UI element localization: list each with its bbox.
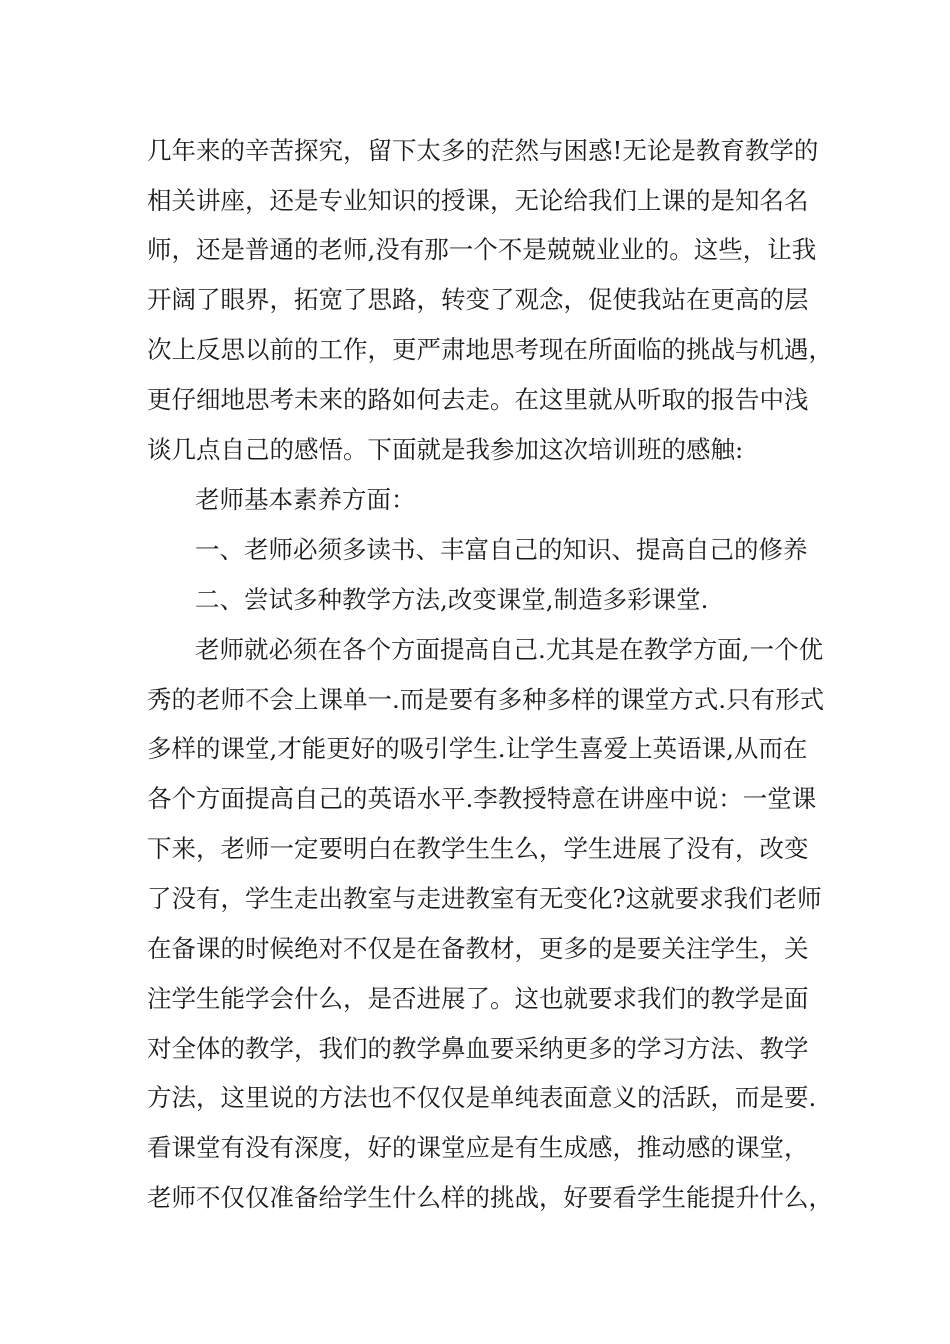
list-item: 二、尝试多种教学方法,改变课堂,制造多彩课堂. (195, 585, 709, 614)
paragraph-first-line: 老师就必须在各个方面提高自己.尤其是在教学方面,一个优 (195, 635, 824, 664)
text-line: 更仔细地思考未来的路如何去走。在这里就从听取的报告中浅 (147, 385, 809, 414)
section-heading: 老师基本素养方面： (195, 485, 416, 514)
text-line: 谈几点自己的感悟。下面就是我参加这次培训班的感触: (147, 435, 744, 464)
text-line: 在备课的时候绝对不仅是在备教材，更多的是要关注学生，关 (147, 934, 809, 963)
text-line: 对全体的教学，我们的教学鼻血要采纳更多的学习方法、教学 (147, 1034, 809, 1063)
text-line: 注学生能学会什么，是否进展了。这也就要求我们的教学是面 (147, 984, 809, 1013)
text-line: 了没有，学生走出教室与走进教室有无变化?这就要求我们老师 (147, 884, 822, 913)
text-line: 各个方面提高自己的英语水平.李教授特意在讲座中说：一堂课 (147, 784, 817, 813)
list-item: 一、老师必须多读书、丰富自己的知识、提高自己的修养 (195, 535, 808, 564)
text-line: 师，还是普通的老师,没有那一个不是兢兢业业的。这些，让我 (147, 235, 817, 264)
text-line: 开阔了眼界，拓宽了思路，转变了观念，促使我站在更高的层 (147, 285, 809, 314)
text-line: 几年来的辛苦探究，留下太多的茫然与困惑!无论是教育教学的 (147, 136, 819, 165)
text-line: 次上反思以前的工作，更严肃地思考现在所面临的挑战与机遇， (147, 335, 833, 364)
text-line: 下来，老师一定要明白在教学生生么，学生进展了没有，改变 (147, 834, 809, 863)
text-line: 多样的课堂,才能更好的吸引学生.让学生喜爱上英语课,从而在 (147, 734, 808, 763)
text-line: 秀的老师不会上课单一.而是要有多种多样的课堂方式.只有形式 (147, 685, 825, 714)
text-line: 老师不仅仅准备给学生什么样的挑战，好要看学生能提升什么， (147, 1183, 833, 1212)
text-line: 看课堂有没有深度，好的课堂应是有生成感，推动感的课堂， (147, 1133, 809, 1162)
text-line: 相关讲座，还是专业知识的授课，无论给我们上课的是知名名 (147, 186, 809, 215)
text-line: 方法，这里说的方法也不仅仅是单纯表面意义的活跃，而是要. (147, 1083, 817, 1112)
